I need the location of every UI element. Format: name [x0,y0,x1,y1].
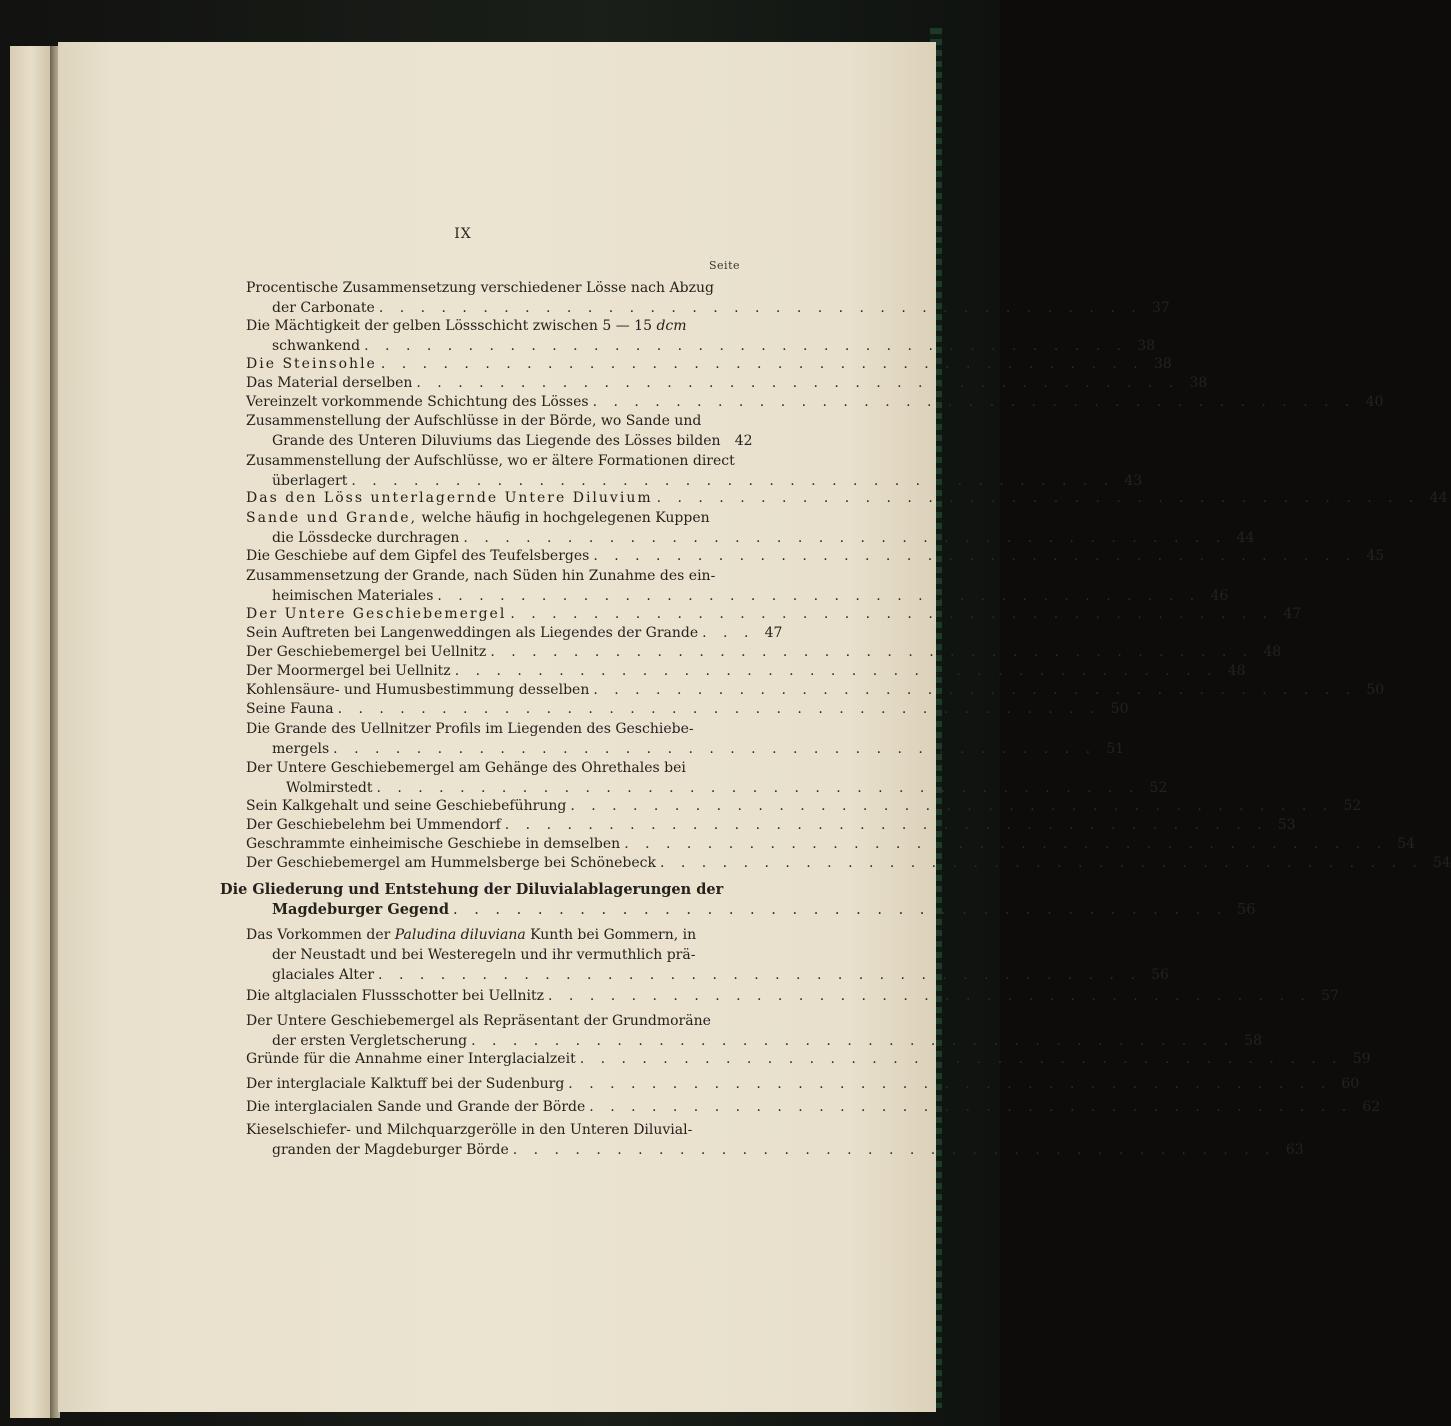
toc-entry [246,546,1385,566]
toc-entry [246,642,1282,662]
leader-dots: . . . [702,625,755,641]
toc-entry-text: Zusammensetzung der Grande, nach Süden hin Zunahme des ein- [246,568,716,584]
toc-entry-text: glaciales Alter [272,967,375,983]
toc-entry-text: Der Untere Geschiebemergel [246,606,507,622]
page-ref: 40 [1365,394,1384,410]
toc-entry-text: Procentische Zusammensetzung verschiedener Lösse nach Abzug [246,280,714,296]
toc-entry-text: welche häufig in hochgelegenen Kuppen [421,510,710,526]
leader-dots: . . . . . . . . . . . . . . . . . . . . . . . . . . . . . . . . . . . . . [593,548,1357,564]
toc-entry [246,815,1296,835]
toc-entry-text: Zusammenstellung der Aufschlüsse, wo er ältere Formationen direct [246,453,735,469]
page-ref: 50 [1110,701,1129,717]
leader-dots: . . . . . . . . . . . . . . . . . . . . . . . . . . . . . . . . . . . . . [452,902,1228,918]
leader-dots: . . . . . . . . . . . . . . . . . . . . . . . . . . . . . . . . . . . . . [592,394,1356,410]
toc-entry-text: Kohlensäure- und Humusbestimmung desselben [246,682,590,698]
page-ref: 57 [1321,988,1339,1004]
page-ref: 43 [1124,473,1143,489]
page-ref: 50 [1366,682,1385,698]
page-ref: 38 [1137,338,1156,354]
leader-dots: . . . . . . . . . . . . . . . . . . . . . . . . . . . . . . . . . . . . . [579,1051,1343,1067]
toc-entry-text: die Lössdecke durchragen [272,530,460,546]
chapter-title: Die Gliederung und Entstehung der Diluvialablagerungen der [220,881,724,898]
toc-entry [246,1120,1304,1160]
leader-dots: . . . . . . . . . . . . . . . . . . . . . . . . . . . . . . . . . . . . . [659,855,1423,871]
toc-entry-text: Der Geschiebemergel bei Uellnitz [246,644,487,660]
toc-entry-text: Kunth bei Gommern, in [530,927,697,943]
toc-entry [246,925,1169,985]
toc-entry-text: Der Geschiebelehm bei Ummendorf [246,817,501,833]
toc-entry-text: Die Geschiebe auf dem Gipfel des Teufelsberges [246,548,590,564]
leader-dots: . . . . . . . . . . . . . . . . . . . . . . . . . . . . . . . . . . . . . [568,1076,1332,1092]
toc-entry [246,1049,1371,1069]
toc-entry-text: Die Steinsohle [246,356,377,372]
toc-entry [246,719,1125,759]
page-ref: 47 [1283,606,1302,622]
toc-entry [246,758,1168,798]
page-ref: 45 [1366,548,1385,564]
toc-entry-text: Der Moormergel bei Uellnitz [246,663,451,679]
toc-entry-text: Geschrammte einheimische Geschiebe in demselben [246,836,621,852]
leader-dots: . . . . . . . . . . . . . . . . . . . . . . . . . . . . . . . . . . . . . [512,1142,1276,1158]
page-ref: 44 [1236,530,1255,546]
toc-entry [246,411,753,451]
page-ref: 60 [1341,1076,1360,1092]
toc-entry [246,1097,1381,1117]
leader-dots: . . . . . . . . . . . . . . . . . . . . . . . . . . . . . . . . . . . . . [376,780,1140,796]
leader-dots: . . . . . . . . . . . . . . . . . . . . . . . . . . . . . . . . . . . . . [656,490,1420,506]
leader-dots: . . . . . . . . . . . . . . . . . . . . . . . . . . . . . . . . . . . . . [510,606,1274,622]
toc-entry-text: Gründe für die Annahme einer Interglacialzeit [246,1051,576,1067]
toc-entry-text: schwankend [272,338,361,354]
page-ref: 38 [1153,356,1172,372]
toc-entry-text: Das Material derselben [246,375,413,391]
toc-entry-text: Zusammenstellung der Aufschlüsse in der Börde, wo Sande und [246,413,702,429]
toc-entry [246,853,1451,873]
leader-dots: . . . . . . . . . . . . . . . . . . . . . . . . . . . . . . . . . . . . . [548,988,1311,1004]
toc-entry-text: Das den Löss unterlagernde Untere Diluvium [246,490,653,506]
page-ref: 47 [764,625,783,641]
page-ref: 48 [1227,663,1246,679]
toc-entry [246,1074,1360,1094]
page-ref: 52 [1343,798,1362,814]
toc-entry [246,488,1448,508]
page-ref: 37 [1151,300,1170,316]
toc-entry-text: Kieselschiefer- und Milchquarzgerölle in den Unteren Diluvial- [246,1122,693,1138]
toc-entry [246,392,1384,412]
seite-label: Seite [709,259,740,272]
leader-dots: . . . . . . . . . . . . . . . . . . . . . . . . . . . . . . . . . . . . . [378,967,1141,983]
leader-dots: . . . . . . . . . . . . . . . . . . . . . . . . . . . . . . . . . . . . . [471,1033,1234,1049]
page-ref: 58 [1244,1033,1262,1049]
chapter-title: Magdeburger Gegend [272,901,449,918]
toc-entry-text: Die Mächtigkeit der gelben Lössschicht zwischen 5 — 15 [246,318,652,334]
toc-entry-text: der Carbonate [272,300,375,316]
toc-entry [246,566,1229,606]
page-ref: 48 [1263,644,1282,660]
species-name: Paludina diluviana [394,927,526,943]
page-ref: 42 [734,433,753,449]
toc-entry [246,1011,1262,1051]
toc-entry-text: Sein Kalkgehalt und seine Geschiebeführung [246,798,567,814]
page-ref: 56 [1237,902,1256,918]
leader-dots: . . . . . . . . . . . . . . . . . . . . . . . . . . . . . . . . . . . . . [589,1099,1353,1115]
page-ref: 54 [1397,836,1416,852]
page-ref: 62 [1362,1099,1381,1115]
leader-dots: . . . . . . . . . . . . . . . . . . . . . . . . . . . . . . . . . . . . . [463,530,1227,546]
leader-dots: . . . . . . . . . . . . . . . . . . . . . . . . . . . . . . . . . . . . . [454,663,1218,679]
toc-entry-text: Die altglacialen Flussschotter bei Uellnitz [246,988,545,1004]
toc-entry-text: der Neustadt und bei Westeregeln und ihr vermuthlich prä- [272,947,696,963]
leader-dots: . . . . . . . . . . . . . . . . . . . . . . . . . . . . . . . . . . . . . [504,817,1268,833]
page-ref: 59 [1352,1051,1371,1067]
page-ref: 53 [1277,817,1296,833]
page-ref: 51 [1106,741,1125,757]
unit-dcm: dcm [656,318,687,334]
toc-entry-text: mergels [272,741,330,757]
page-ref: 46 [1210,588,1229,604]
toc-entry [246,604,1302,624]
toc-entry-text: Vereinzelt vorkommende Schichtung des Lösses [246,394,589,410]
page-ref: 54 [1433,855,1451,871]
toc-entry [246,354,1172,374]
toc-entry [246,508,1255,548]
toc-entry-text: Der Geschiebemergel am Hummelsberge bei Schönebeck [246,855,656,871]
page-ref: 52 [1149,780,1168,796]
toc-entry [246,680,1385,700]
toc-entry [246,661,1246,681]
toc-entry [246,796,1362,816]
toc-entry-text: überlagert [272,473,348,489]
toc-entry-text: Sande und Grande, [246,510,418,526]
toc-entry [246,451,1143,491]
page-ref: 38 [1189,375,1208,391]
leader-dots: . . . . . . . . . . . . . . . . . . . . . . . . . . . . . . . . . . . . . [624,836,1388,852]
page-number-header: IX [454,226,472,242]
toc-entry-text: Die Grande des Uellnitzer Profils im Liegenden des Geschiebe- [246,721,694,737]
leader-dots: . . . . . . . . . . . . . . . . . . . . . . . . . . . . . . . . . . . . . [337,701,1101,717]
toc-entry [246,316,1156,356]
page-ref: 44 [1429,490,1448,506]
leader-dots: . . . . . . . . . . . . . . . . . . . . . . . . . . . . . . . . . . . . . [490,644,1254,660]
leader-dots: . . . . . . . . . . . . . . . . . . . . . . . . . . . . . . . . . . . . . [380,356,1144,372]
page-ref: 63 [1285,1142,1304,1158]
toc-entry-text: granden der Magdeburger Börde [272,1142,509,1158]
toc-entry-text: Der Untere Geschiebemergel als Repräsentant der Grundmoräne [246,1013,711,1029]
toc-entry [246,986,1339,1006]
toc-entry-text: der ersten Vergletscherung [272,1033,468,1049]
leader-dots: . . . . . . . . . . . . . . . . . . . . . . . . . . . . . . . . . . . . . [416,375,1180,391]
toc-entry [246,623,783,643]
leader-dots: . . . . . . . . . . . . . . . . . . . . . . . . . . . . . . . . . . . . . [593,682,1357,698]
toc-entry-text: Der Untere Geschiebemergel am Gehänge des Ohrethales bei [246,760,686,776]
leader-dots: . . . . . . . . . . . . . . . . . . . . . . . . . . . . . . . . . . . . . [364,338,1128,354]
toc-entry [246,699,1129,719]
toc-chapter [220,880,1256,920]
toc-entry-text: Wolmirstedt [286,780,373,796]
leader-dots: . . . . . . . . . . . . . . . . . . . . . . . . . . . . . . . . . . . . . [437,588,1201,604]
leader-dots: . . . . . . . . . . . . . . . . . . . . . . . . . . . . . . . . . . . . . [378,300,1142,316]
toc-entry-text: Das Vorkommen der [246,927,391,943]
toc-entry-text: heimischen Materiales [272,588,434,604]
toc-entry-text: Seine Fauna [246,701,334,717]
page-ref: 56 [1151,967,1169,983]
toc-entry-text: Sein Auftreten bei Langenweddingen als Liegendes der Grande [246,625,699,641]
toc-entry [246,278,1170,318]
toc-entry-text: Der interglaciale Kalktuff bei der Sudenburg [246,1076,565,1092]
leader-dots: . . . . . . . . . . . . . . . . . . . . . . . . . . . . . . . . . . . . . [351,473,1115,489]
toc-entry [246,373,1208,393]
toc-entry-text: Die interglacialen Sande und Grande der Börde [246,1099,586,1115]
leader-dots: . . . . . . . . . . . . . . . . . . . . . . . . . . . . . . . . . . . . . [570,798,1334,814]
toc-entry [246,834,1416,854]
toc-entry-text: Grande des Unteren Diluviums das Liegende des Lösses bilden [272,433,721,449]
leader-dots: . . . . . . . . . . . . . . . . . . . . . . . . . . . . . . . . . . . . . [333,741,1097,757]
